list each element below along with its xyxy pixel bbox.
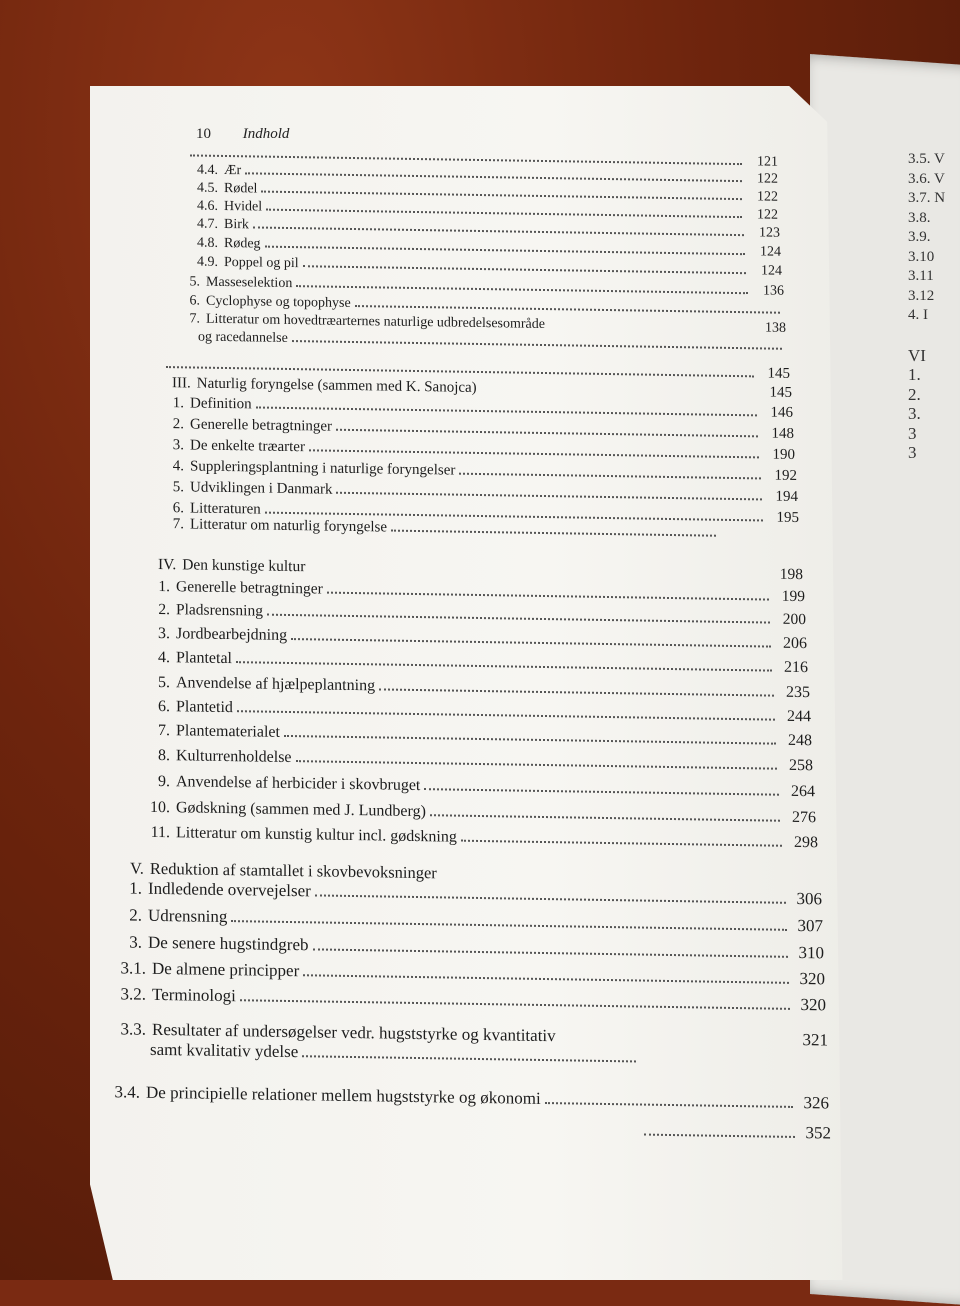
toc-entry-page: 146 <box>770 404 793 421</box>
toc-entry-title: Suppleringsplantning i naturlige foryngelser <box>190 458 456 479</box>
dot-leader <box>313 948 788 957</box>
toc-entry-page: 121 <box>757 154 778 170</box>
dot-leader <box>424 788 779 796</box>
toc-entry <box>154 601 806 629</box>
toc-entry-title: Generelle betragtninger <box>176 578 323 598</box>
toc-entry-page: 264 <box>791 782 815 801</box>
dot-leader <box>236 661 772 671</box>
toc-entry-page: 298 <box>794 833 818 852</box>
toc-entry-title: Anvendelse af herbicider i skovbruget <box>176 773 421 795</box>
toc-entry-page: 195 <box>776 509 799 527</box>
dot-leader <box>459 473 761 480</box>
toc-entry <box>154 747 813 775</box>
toc-entry-page: 352 <box>805 1123 831 1143</box>
facing-page-entry: 3.5. V <box>908 151 945 167</box>
toc-entry-title: Plantetal <box>176 649 232 668</box>
toc-entry <box>640 1121 831 1144</box>
facing-page-entry: VI <box>908 345 926 365</box>
toc-entry <box>126 905 823 936</box>
toc-entry-title: Ær <box>224 162 242 179</box>
toc-entry-title: Poppel og pil <box>224 254 299 272</box>
toc-entry-page: 326 <box>803 1093 829 1113</box>
dot-leader <box>302 1055 636 1062</box>
facing-page-entry: 3. <box>908 404 921 423</box>
toc-entry-number: 3.4. <box>114 1082 140 1102</box>
toc-entry-page: 145 <box>769 384 792 401</box>
toc-entry-number: 1. <box>129 878 142 898</box>
toc-entry-title: Udviklingen i Danmark <box>190 479 333 498</box>
toc-entry-number: 6. <box>158 697 170 716</box>
toc-entry-title: Definition <box>190 395 252 413</box>
toc-entry-number: 11. <box>150 823 170 842</box>
toc-entry-number: 4. <box>172 458 184 475</box>
toc-entry-title: Jordbearbejdning <box>176 625 288 644</box>
dot-leader <box>430 814 780 821</box>
toc-entry <box>142 799 816 828</box>
dot-leader <box>315 894 786 903</box>
dot-leader <box>296 285 748 294</box>
toc-entry-page: 276 <box>792 808 816 827</box>
toc-entry-title: Hvidel <box>224 198 263 215</box>
toc-entry-number: 1. <box>158 577 170 596</box>
toc-entry-title: Gødskning (sammen med J. Lundberg) <box>176 799 426 821</box>
toc-entry-title: Den kunstige kultur <box>182 556 306 576</box>
toc-entry-number: 4.9. <box>197 254 218 270</box>
toc-entry <box>142 773 815 802</box>
toc-entry-title: samt kvalitativ ydelse <box>150 1039 299 1062</box>
toc-entry <box>116 958 825 989</box>
facing-page-entry: 3.10 <box>908 248 935 265</box>
toc-entry-page: 192 <box>774 467 797 484</box>
toc-entry <box>116 984 826 1015</box>
toc-entry-page: 122 <box>757 207 778 223</box>
dot-leader <box>253 226 744 236</box>
dot-leader <box>267 614 770 624</box>
dot-leader <box>336 429 758 438</box>
toc-entry-page: 124 <box>760 244 781 260</box>
toc-entry-title: Indledende overvejelser <box>148 878 311 901</box>
toc-entry <box>142 824 818 853</box>
facing-page-entry: 3 <box>908 423 917 443</box>
facing-page-entry: 3.9. <box>908 229 931 245</box>
facing-page-entry: 4. I <box>908 307 928 323</box>
toc-entry-number: 3.2. <box>120 984 146 1004</box>
dot-leader <box>245 172 742 182</box>
toc-entry-title: Generelle betragtninger <box>190 416 333 435</box>
toc-entry-number: 5. <box>158 673 170 692</box>
toc-entry-number: III. <box>172 375 191 392</box>
facing-page-entry: 3.8. <box>908 209 931 226</box>
toc-entry-title: Pladsrensning <box>176 601 263 620</box>
dot-leader <box>284 735 776 745</box>
toc-entry-title: De senere hugstindgreb <box>148 932 309 955</box>
toc-entry-title: De enkelte træarter <box>190 437 305 456</box>
toc-entry-title: Litteratur om kunstig kultur incl. gødskning <box>176 824 457 846</box>
toc-entry-page: 145 <box>767 365 790 382</box>
toc-entry <box>154 698 811 726</box>
toc-entry-title: De principielle relationer mellem hugststyrke og økonomi <box>146 1082 541 1108</box>
toc-entry-number: 7. <box>172 516 184 533</box>
toc-entry-page: 198 <box>779 565 803 584</box>
facing-page-entry: 3.12 <box>908 287 935 304</box>
dot-leader <box>391 530 716 537</box>
toc-entry-page: 122 <box>757 189 778 205</box>
toc-entry-number: 5. <box>172 479 184 496</box>
toc-entry-page: 320 <box>800 995 826 1015</box>
toc-entry-title: Anvendelse af hjælpeplantning <box>176 674 376 695</box>
toc-entry <box>154 722 812 750</box>
toc-entry-title: Litteratur om naturlig foryngelse <box>190 516 388 536</box>
dot-leader <box>256 406 757 416</box>
toc-entry-number: 3. <box>172 437 184 454</box>
toc-entry-page: 199 <box>781 587 805 606</box>
dot-leader <box>309 449 759 458</box>
dot-leader <box>644 1134 795 1138</box>
toc-entry-number: IV. <box>158 555 177 574</box>
dot-leader <box>355 305 780 314</box>
toc-entry-number: 4. <box>158 648 170 667</box>
toc-entry-number: 3. <box>129 932 142 952</box>
toc-entry-title: Kulturrenholdelse <box>176 747 292 767</box>
dot-leader <box>303 265 746 274</box>
toc-entry-title: Birk <box>224 216 249 233</box>
dot-leader <box>296 760 777 770</box>
toc-entry-title: Masseselektion <box>206 274 293 292</box>
dot-leader <box>261 191 742 201</box>
toc-entry-number: 4.4. <box>197 162 218 178</box>
toc-entry-number: 4.6. <box>197 198 218 214</box>
toc-entry-title: og racedannelse <box>198 329 288 346</box>
dot-leader <box>237 710 775 720</box>
toc-entry-number: 3.3. <box>120 1019 146 1039</box>
toc-entry-number: 2. <box>158 600 170 619</box>
toc-entry-page: 194 <box>775 488 798 505</box>
toc-entry <box>126 932 824 963</box>
toc-entry-page: 190 <box>772 446 795 463</box>
toc-entry-title: Plantematerialet <box>176 722 280 741</box>
toc-entry <box>154 649 808 677</box>
toc-entry-page: 321 <box>802 1030 828 1050</box>
toc-entry-page: 124 <box>761 263 782 279</box>
dot-leader <box>379 688 774 696</box>
toc-entry-number: 3. <box>158 624 170 643</box>
facing-page-entry: 3.11 <box>908 268 934 284</box>
toc-entry-page: 148 <box>771 425 794 442</box>
toc-entry-number: 4.5. <box>197 180 218 196</box>
toc-entry-page: 122 <box>757 171 778 187</box>
facing-page-entry: 1. <box>908 365 921 384</box>
dot-leader <box>336 492 762 501</box>
toc-entry-number: 2. <box>172 416 184 433</box>
toc-entry-title: Resultater af undersøgelser vedr. hugststyrke og kvantitativ <box>152 1019 556 1046</box>
facing-page-entry: 3.7. N <box>908 190 946 206</box>
toc-entry <box>154 674 810 702</box>
toc-entry-page: 248 <box>788 731 812 750</box>
dot-leader <box>327 592 769 601</box>
toc-entry-number: 8. <box>158 746 170 765</box>
toc-entry-page: 310 <box>798 943 824 963</box>
toc-entry-title: Naturlig foryngelse (sammen med K. Sanojca) <box>196 375 477 396</box>
toc-entry-page: 307 <box>797 915 823 936</box>
toc-entry-page: 320 <box>799 969 825 989</box>
dot-leader <box>303 974 789 984</box>
dot-leader <box>240 999 790 1010</box>
toc-entry-page: 206 <box>783 634 807 653</box>
toc-entry-title: Udrensning <box>148 905 228 927</box>
toc-entry-page: 244 <box>787 707 811 726</box>
toc-entry <box>154 625 807 653</box>
dot-leader <box>292 340 782 350</box>
dot-leader <box>461 840 782 847</box>
facing-page-entry: 3.6. V <box>908 170 945 187</box>
dot-leader <box>545 1102 793 1108</box>
toc-entry-page: 138 <box>765 320 786 336</box>
toc-entry-number: 6. <box>189 293 200 309</box>
facing-page-entry: 3 <box>908 443 917 462</box>
toc-entry-title: Cyclophyse og topophyse <box>206 293 351 311</box>
toc-entry-number: 7. <box>189 311 200 327</box>
toc-entry-number: V. <box>130 858 144 878</box>
toc-entry-number: 6. <box>172 500 184 517</box>
dot-leader <box>231 920 787 931</box>
toc-entry-title: Reduktion af stamtallet i skovbevoksninger <box>149 858 437 883</box>
toc-entry-title: Litteratur om hovedtræarternes naturlige udbredelsesområde <box>206 311 545 333</box>
dot-leader <box>291 638 771 648</box>
toc-entry-number: 3.1. <box>120 958 146 978</box>
toc-entry-page: 306 <box>796 888 822 909</box>
toc-entry-number: 2. <box>129 905 142 925</box>
toc-entry-number: 7. <box>158 721 170 740</box>
toc-entry-page: 216 <box>784 658 808 677</box>
toc-entry-number: 5. <box>189 274 200 290</box>
toc-entry-page: 136 <box>763 283 784 299</box>
toc-entry-title: Rødeg <box>224 235 261 252</box>
dot-leader <box>266 209 742 218</box>
toc-entry-title: Terminologi <box>152 984 236 1006</box>
toc-entry-number: 4.8. <box>197 235 218 251</box>
toc-entry-title: De almene principper <box>152 958 300 981</box>
running-title: Indhold <box>242 126 290 142</box>
toc-entry-title: Plantetid <box>176 698 233 717</box>
toc-entry-page: 123 <box>759 225 780 241</box>
toc-entry-page: 235 <box>786 683 810 702</box>
facing-page-entry: 2. <box>908 384 921 404</box>
toc-entry-title: Rødel <box>224 180 258 197</box>
page-number: 10 <box>196 126 211 142</box>
toc-entry-page: 200 <box>782 610 806 629</box>
toc-entry-number: 4.7. <box>197 216 218 232</box>
dot-leader <box>265 246 745 256</box>
toc-entry <box>110 1082 829 1113</box>
toc-entry-title: Litteraturen <box>190 500 261 518</box>
toc-entry-number: 9. <box>158 772 170 791</box>
toc-entry-number: 10. <box>150 798 170 817</box>
toc-entry-page: 258 <box>789 756 813 775</box>
toc-entry-number: 1. <box>172 395 184 412</box>
